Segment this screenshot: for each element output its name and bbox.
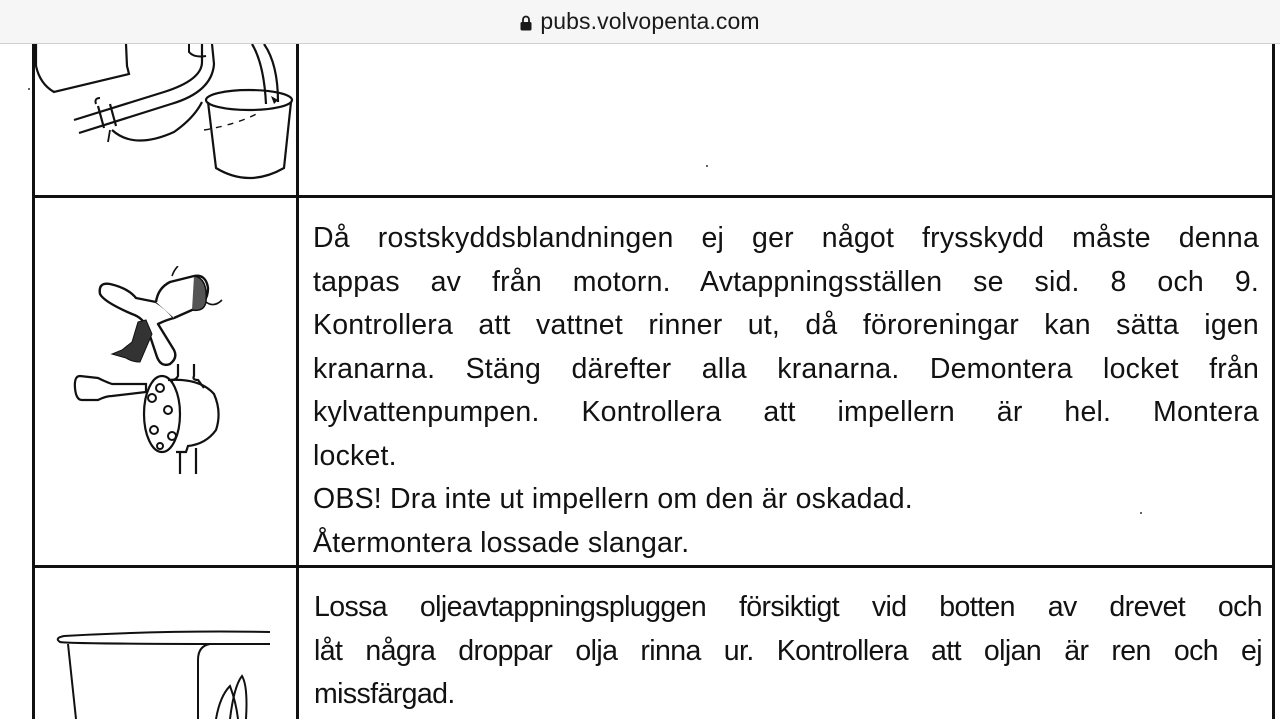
text-line: OBS! Dra inte ut impellern om den är oskadad. (313, 483, 913, 515)
oil-drain-tray-illustration (50, 624, 280, 719)
text-line: låt några droppar olja rinna ur. Kontrollera att oljan är ren och ej (314, 634, 1262, 667)
water-pump-screwdriver-illustration (72, 364, 222, 494)
manual-page (0, 44, 1280, 719)
text-line: kylvattenpumpen. Kontrollera att impellern är hel. Montera (313, 396, 1259, 428)
table-row-divider-2 (32, 565, 1275, 568)
lock-icon (520, 15, 532, 31)
instruction-text-row-2 (313, 217, 1259, 565)
text-line: Då rostskyddsblandningen ej ger något frysskydd måste denna (313, 222, 1259, 254)
text-line: missfärgad. (314, 678, 455, 710)
url-text: pubs.volvopenta.com (540, 8, 760, 34)
table-row-divider-1 (32, 195, 1275, 198)
text-line: locket. (313, 439, 397, 472)
text-line: Kontrollera att vattnet rinner ut, då föroreningar kan sätta igen (313, 309, 1259, 341)
scan-speck (1140, 512, 1142, 514)
text-line: tappas av från motorn. Avtappningsställen se sid. 8 och 9. (313, 265, 1259, 298)
text-line: Lossa oljeavtappningspluggen försiktigt vid botten av drevet och (314, 591, 1262, 623)
url-display[interactable] (520, 8, 759, 35)
browser-address-bar[interactable] (0, 0, 1280, 44)
table-right-border (1272, 44, 1275, 719)
text-line: kranarna. Stäng därefter alla kranarna. Demontera locket från (313, 352, 1259, 385)
scan-speck (706, 165, 708, 167)
text-line: Återmontera lossade slangar. (313, 526, 690, 559)
hose-bucket-illustration (34, 44, 296, 194)
table-column-divider (296, 44, 299, 719)
instruction-text-row-3 (314, 586, 1262, 717)
scan-speck (28, 88, 30, 90)
